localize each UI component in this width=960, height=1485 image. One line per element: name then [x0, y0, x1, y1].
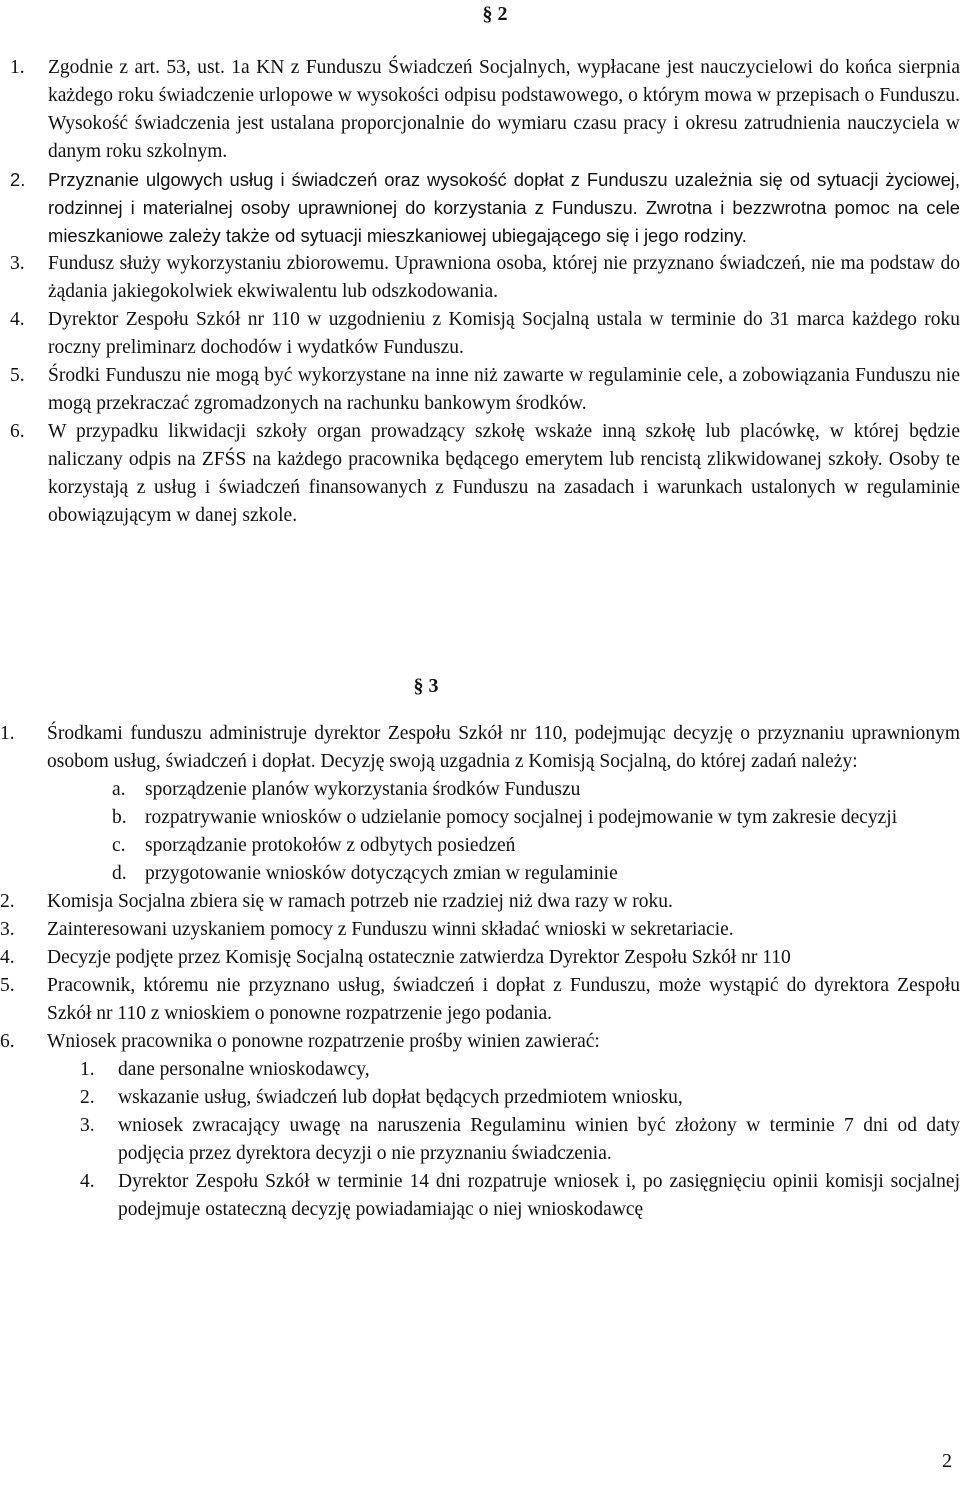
- list-item: [10, 306, 960, 362]
- list-item: [10, 250, 960, 306]
- item-text: Dyrektor Zespołu Szkół nr 110 w uzgodnieniu z Komisją Socjalną ustala w terminie do 31 marca każdego roku roczny preliminarz dochodów i wydatków Funduszu.: [48, 309, 960, 358]
- list-item: [0, 972, 960, 1028]
- item-number: 4.: [80, 1171, 95, 1192]
- item-text: sporządzenie planów wykorzystania środków Funduszu: [145, 779, 581, 800]
- item-text: przygotowanie wniosków dotyczących zmian w regulaminie: [145, 863, 618, 884]
- item-text: dane personalne wnioskodawcy,: [118, 1059, 370, 1080]
- item-text: Komisja Socjalna zbiera się w ramach potrzeb nie rzadziej niż dwa razy w roku.: [47, 891, 673, 912]
- item-number: 4.: [0, 947, 15, 968]
- list-item: [10, 418, 960, 530]
- list-item: [10, 362, 960, 418]
- item-text: Fundusz służy wykorzystaniu zbiorowemu. Uprawniona osoba, której nie przyznano świadczeń, nie ma podstaw do żądania jakiegokolwiek ekwiwalentu lub odszkodowania.: [48, 253, 960, 302]
- page-number: 2: [942, 1450, 952, 1472]
- numbered-sub-item: [80, 1168, 960, 1224]
- item-number: 2.: [0, 891, 15, 912]
- item-letter: d.: [112, 863, 127, 884]
- sub-list-item: [112, 804, 960, 832]
- item-letter: c.: [112, 835, 126, 856]
- sub-list-item: [112, 860, 960, 888]
- item-text: wskazanie usług, świadczeń lub dopłat będących przedmiotem wniosku,: [118, 1087, 683, 1108]
- item-number: 5.: [10, 365, 25, 386]
- item-text: Środki Funduszu nie mogą być wykorzystane na inne niż zawarte w regulaminie cele, a zobowiązania Funduszu nie mogą przekraczać zgromadzonych na rachunku bankowym środków.: [48, 365, 960, 414]
- item-number: 1.: [80, 1059, 95, 1080]
- numbered-sub-item: [80, 1084, 960, 1112]
- item-text: Środkami funduszu administruje dyrektor Zespołu Szkół nr 110, podejmując decyzję o przyznaniu uprawnionym osobom usług, świadczeń i dopłat. Decyzję swoją uzgadnia z Komisją Socjalną, do której zadań należy:: [47, 723, 960, 772]
- item-letter: a.: [112, 779, 126, 800]
- section-2-heading-wrap: [0, 0, 960, 28]
- section-3-heading: § 3: [413, 675, 439, 697]
- item-text: rozpatrywanie wniosków o udzielanie pomocy socjalnej i podejmowanie w tym zakresie decyzji: [145, 807, 898, 828]
- list-item: [0, 916, 960, 944]
- item-number: 3.: [10, 253, 25, 274]
- item-text: wniosek zwracający uwagę na naruszenia Regulaminu winien być złożony w terminie 7 dni od daty podjęcia przez dyrektora decyzji o nie przyznaniu świadczenia.: [118, 1115, 960, 1164]
- list-item: [0, 888, 960, 916]
- item-text: sporządzanie protokołów z odbytych posiedzeń: [145, 835, 516, 856]
- numbered-sub-item: [80, 1056, 960, 1084]
- list-item: [0, 720, 960, 776]
- list-item: [10, 54, 960, 166]
- item-number: 3.: [80, 1115, 95, 1136]
- item-number: 6.: [10, 421, 25, 442]
- item-letter: b.: [112, 807, 127, 828]
- item-text: Przyznanie ulgowych usług i świadczeń oraz wysokość dopłat z Funduszu uzależnia się od sytuacji życiowej, rodzinnej i materialnej osoby uprawnionej do korzystania z Funduszu. Zwrotna i bezzwrotna pomoc na cele mieszkaniowe zależy także od sytuacji mieszkaniowej ubiegającego się i jego rodziny.: [48, 169, 960, 246]
- item-number: 1.: [10, 57, 25, 78]
- sub-list-item: [112, 776, 960, 804]
- item-text: Wniosek pracownika o ponowne rozpatrzenie prośby winien zawierać:: [47, 1031, 600, 1052]
- sub-list-item: [112, 832, 960, 860]
- item-number: 1.: [0, 723, 15, 744]
- section-2-heading: § 2: [482, 3, 508, 25]
- section-2-list: [10, 54, 960, 530]
- item-text: Zgodnie z art. 53, ust. 1a KN z Funduszu Świadczeń Socjalnych, wypłacane jest nauczycielowi do końca sierpnia każdego roku świadczenie urlopowe w wysokości odpisu podstawowego, o którym mowa w przepisach o Funduszu. Wysokość świadczenia jest ustalana proporcjonalnie do wymiaru czasu pracy i okresu zatrudnienia nauczyciela w danym roku szkolnym.: [48, 57, 960, 162]
- list-item: [0, 1028, 960, 1056]
- item-number: 3.: [0, 919, 15, 940]
- item-number: 2.: [10, 169, 26, 190]
- item-text: Dyrektor Zespołu Szkół w terminie 14 dni rozpatruje wniosek i, po zasięgnięciu opinii komisji socjalnej podejmuje ostateczną decyzję powiadamiając o niej wnioskodawcę: [118, 1171, 960, 1220]
- item-text: W przypadku likwidacji szkoły organ prowadzący szkołę wskaże inną szkołę lub placówkę, w której będzie naliczany odpis na ZFŚS na każdego pracownika będącego emerytem lub rencistą zlikwidowanej szkoły. Osoby te korzystają z usług i świadczeń finansowanych z Funduszu na zasadach i warunkach ustalonych w regulaminie obowiązującym w danej szkole.: [48, 421, 960, 526]
- item-number: 4.: [10, 309, 25, 330]
- item-text: Pracownik, któremu nie przyznano usług, świadczeń i dopłat z Funduszu, może wystąpić do dyrektora Zespołu Szkół nr 110 z wnioskiem o ponowne rozpatrzenie jego podania.: [47, 975, 960, 1024]
- section-3-heading-wrap: [0, 672, 960, 700]
- item-text: Decyzje podjęte przez Komisję Socjalną ostatecznie zatwierdza Dyrektor Zespołu Szkół nr 110: [47, 947, 791, 968]
- list-item: [10, 166, 960, 250]
- item-number: 2.: [80, 1087, 95, 1108]
- list-item: [0, 944, 960, 972]
- item-number: 6.: [0, 1031, 15, 1052]
- item-text: Zainteresowani uzyskaniem pomocy z Funduszu winni składać wnioski w sekretariacie.: [47, 919, 734, 940]
- numbered-sub-item: [80, 1112, 960, 1168]
- section-3-list: [0, 720, 960, 1224]
- item-number: 5.: [0, 975, 15, 996]
